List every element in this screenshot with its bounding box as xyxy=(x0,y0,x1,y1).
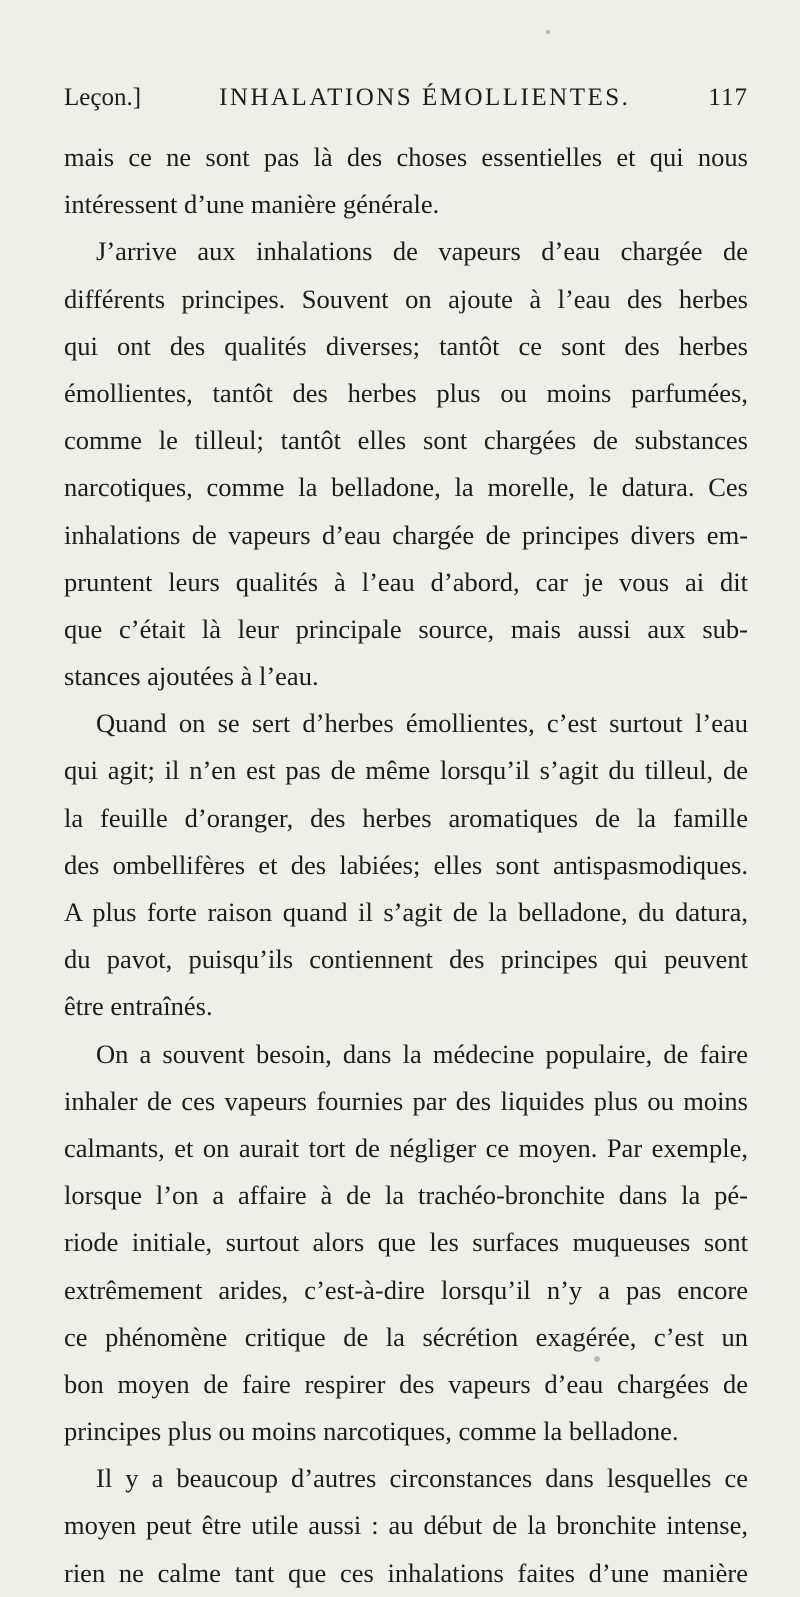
text-line: qui agit; il n’en est pas de même lorsqu’il s’agit du tilleul, de xyxy=(64,755,748,786)
running-head xyxy=(64,84,748,120)
text-line: ce phénomène critique de la sécrétion exagérée, c’est un xyxy=(64,1321,748,1352)
text-line: être entraînés. xyxy=(64,991,213,1022)
text-line: extrêmement arides, c’est-à-dire lorsqu’il n’y a pas encore xyxy=(64,1274,748,1305)
text-line: pruntent leurs qualités à l’eau d’abord, car je vous ai dit xyxy=(64,566,748,597)
text-line: bon moyen de faire respirer des vapeurs d’eau chargées de xyxy=(64,1368,748,1399)
text-line: Quand on se sert d’herbes émollientes, c’est surtout l’eau xyxy=(96,708,748,739)
text-line: rien ne calme tant que ces inhalations faites d’une manière xyxy=(64,1557,748,1588)
text-line: inhaler de ces vapeurs fournies par des liquides plus ou moins xyxy=(64,1085,748,1116)
text-line: différents principes. Souvent on ajoute à l’eau des herbes xyxy=(64,283,748,314)
text-line: Il y a beaucoup d’autres circonstances dans lesquelles ce xyxy=(96,1463,748,1494)
text-line: moyen peut être utile aussi : au début de la bronchite intense, xyxy=(64,1510,748,1541)
text-line: que c’était là leur principale source, mais aussi aux sub- xyxy=(64,613,748,644)
text-line: du pavot, puisqu’ils contiennent des principes qui peuvent xyxy=(64,944,748,975)
page-number: 117 xyxy=(708,84,748,111)
text-line: comme le tilleul; tantôt elles sont chargées de substances xyxy=(64,425,748,456)
text-line: On a souvent besoin, dans la médecine populaire, de faire xyxy=(96,1038,748,1069)
text-line: riode initiale, surtout alors que les surfaces muqueuses sont xyxy=(64,1227,748,1258)
body-text xyxy=(64,134,748,1597)
running-title: INHALATIONS ÉMOLLIENTES. xyxy=(219,84,631,111)
text-line: des ombellifères et des labiées; elles sont antispasmodiques. xyxy=(64,849,748,880)
text-line: stances ajoutées à l’eau. xyxy=(64,661,319,692)
text-line: calmants, et on aurait tort de négliger ce moyen. Par exemple, xyxy=(64,1132,748,1163)
text-line: émollientes, tantôt des herbes plus ou moins parfumées, xyxy=(64,377,748,408)
text-line: principes plus ou moins narcotiques, comme la belladone. xyxy=(64,1416,679,1447)
text-line: intéressent d’une manière générale. xyxy=(64,189,440,220)
text-line: qui ont des qualités diverses; tantôt ce sont des herbes xyxy=(64,330,748,361)
chapter-label: Leçon.] xyxy=(64,84,142,111)
text-line: inhalations de vapeurs d’eau chargée de principes divers em- xyxy=(64,519,748,550)
text-line: narcotiques, comme la belladone, la morelle, le datura. Ces xyxy=(64,472,748,503)
text-line: lorsque l’on a affaire à de la trachéo-bronchite dans la pé- xyxy=(64,1180,748,1211)
text-line: la feuille d’oranger, des herbes aromatiques de la famille xyxy=(64,802,748,833)
text-line: J’arrive aux inhalations de vapeurs d’eau chargée de xyxy=(96,236,748,267)
text-line: mais ce ne sont pas là des choses essentielles et qui nous xyxy=(64,142,748,172)
paper-speck xyxy=(546,30,550,34)
text-line: A plus forte raison quand il s’agit de la belladone, du datura, xyxy=(64,897,748,927)
paper-speck xyxy=(594,1356,600,1362)
